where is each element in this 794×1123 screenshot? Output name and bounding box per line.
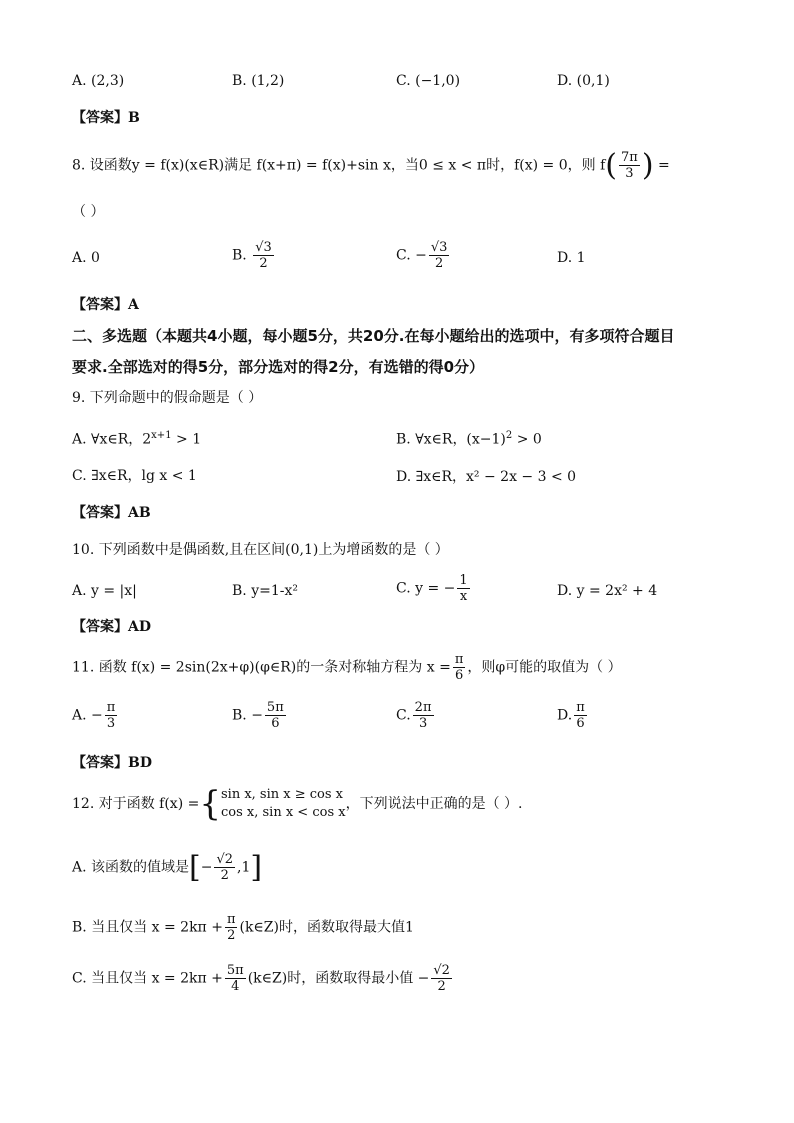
q9-option-a-tail: > 1 bbox=[171, 431, 202, 448]
q11-option-d-den: 6 bbox=[576, 716, 585, 731]
q9-option-d: D. ∃x∈R，x² − 2x − 3 < 0 bbox=[396, 469, 577, 485]
q11-option-d-label: D. bbox=[557, 707, 573, 724]
q12-option-a: A. 该函数的值域是[− $\frac{√2}{2}$ ,1] bbox=[72, 849, 263, 885]
q9-answer: 【答案】AB bbox=[72, 505, 151, 521]
q12-case-1: sin x, sin x ≥ cos x bbox=[221, 787, 343, 802]
q11-option-a-label: A. − bbox=[72, 707, 103, 724]
q7-option-b: B. (1,2) bbox=[232, 73, 285, 89]
q12-option-c-num: 5π bbox=[226, 963, 244, 978]
q12-case-2: cos x, sin x < cos x bbox=[221, 805, 346, 820]
q11-option-a-frac bbox=[105, 700, 118, 731]
q10-answer: 【答案】AD bbox=[72, 619, 152, 635]
q10-option-c-den: x bbox=[459, 589, 468, 604]
q12-option-a-frac bbox=[214, 852, 235, 883]
q10-option-d: D. y = 2x² + 4 bbox=[557, 583, 658, 599]
q11-option-a-den: 3 bbox=[106, 716, 116, 731]
q8-stem-eq: = bbox=[653, 157, 670, 174]
q9-option-b-text: B. ∀x∈R，(x−1) bbox=[396, 431, 506, 448]
q12-cases bbox=[221, 786, 346, 822]
q8-stem-text: 8. 设函数y = f(x)(x∈R)满足 f(x+π) = f(x)+sin x，当0 ≤ x < π时，f(x) = 0，则 f bbox=[72, 157, 606, 174]
q8-option-b-den: 2 bbox=[259, 256, 268, 271]
q8-option-b bbox=[232, 240, 276, 271]
q11-stem-den: 6 bbox=[454, 668, 464, 683]
q12-option-c-den2: 2 bbox=[437, 979, 446, 994]
q11-option-b-label: B. − bbox=[232, 707, 263, 724]
q11-option-c bbox=[396, 700, 436, 731]
q9-option-b-tail: > 0 bbox=[512, 431, 542, 448]
q11-option-d-frac bbox=[574, 700, 587, 731]
q12-option-a-lbracket: [ bbox=[189, 849, 201, 885]
q8-frac-num: 7π bbox=[621, 150, 638, 165]
q12-option-b-den: 2 bbox=[227, 928, 236, 943]
q9-option-b bbox=[396, 426, 542, 450]
q9-option-a-text: A. ∀x∈R，2 bbox=[72, 431, 152, 448]
q7-option-a: A. (2,3) bbox=[72, 73, 125, 89]
q12-option-c bbox=[72, 963, 454, 994]
q12-option-a-label: A. 该函数的值域是 bbox=[72, 859, 190, 876]
q12-stem-text: 12. 对于函数 f(x) = bbox=[72, 796, 200, 812]
q11-option-b-frac bbox=[265, 700, 286, 731]
q12-option-a-tail: ,1 bbox=[237, 859, 251, 876]
q11-stem-num: π bbox=[454, 652, 464, 667]
q12-option-c-num2: √2 bbox=[433, 963, 450, 978]
q8-option-b-frac bbox=[253, 240, 274, 271]
q8-right-paren: ) bbox=[641, 147, 654, 183]
q12-option-a-rbracket: ] bbox=[250, 849, 263, 885]
q8-stem bbox=[72, 147, 670, 183]
q11-stem-frac bbox=[453, 652, 466, 683]
q12-option-c-tail: (k∈Z)时，函数取得最小值 − bbox=[247, 970, 430, 987]
q11-option-a-num: π bbox=[106, 700, 116, 715]
q8-option-c-label: C. − bbox=[396, 247, 427, 264]
q10-option-c-label: C. y = − bbox=[396, 580, 456, 597]
q7-option-c: C. (−1,0) bbox=[396, 73, 461, 89]
q12-option-c-frac2 bbox=[431, 963, 452, 994]
q12-option-b-num: π bbox=[226, 912, 236, 927]
q8-paren: （ ） bbox=[72, 204, 105, 220]
q10-option-c-frac bbox=[457, 573, 469, 604]
q8-left-paren: ( bbox=[605, 147, 617, 183]
q10-option-a: A. y = |x| bbox=[72, 583, 137, 599]
q10-option-b: B. y=1-x² bbox=[232, 583, 298, 599]
q9-option-a-exp: x+1 bbox=[151, 430, 172, 441]
q8-frac-den: 3 bbox=[625, 166, 634, 181]
q8-answer: 【答案】A bbox=[72, 297, 139, 313]
q12-stem bbox=[72, 786, 522, 822]
q8-fraction bbox=[619, 150, 640, 181]
q9-stem: 9. 下列命题中的假命题是（ ） bbox=[72, 390, 263, 406]
q10-option-c-num: 1 bbox=[459, 573, 468, 588]
q9-option-b-exp: 2 bbox=[505, 430, 513, 441]
q11-option-d-num: π bbox=[576, 700, 585, 715]
q12-option-c-den: 4 bbox=[231, 979, 240, 994]
q11-stem-tail: ，则φ可能的取值为（ ） bbox=[467, 659, 622, 676]
q12-brace: { bbox=[199, 784, 221, 824]
q8-option-c-frac bbox=[429, 240, 450, 271]
q8-option-c-num: √3 bbox=[430, 240, 448, 255]
q11-option-b-den: 6 bbox=[271, 716, 280, 731]
q10-stem: 10. 下列函数中是偶函数,且在区间(0,1)上为增函数的是（ ） bbox=[72, 542, 449, 558]
q12-option-c-text: C. 当且仅当 x = 2kπ + bbox=[72, 970, 223, 987]
q12-option-a-den: 2 bbox=[220, 868, 229, 883]
q9-option-c: C. ∃x∈R，lg x < 1 bbox=[72, 468, 197, 484]
q8-option-a: A. 0 bbox=[72, 250, 100, 266]
q12-option-a-num: √2 bbox=[216, 852, 234, 867]
q11-option-d bbox=[557, 700, 589, 731]
q12-option-b-frac bbox=[225, 912, 238, 943]
q11-option-a bbox=[72, 700, 119, 731]
q12-option-b bbox=[72, 912, 414, 943]
q12-option-c-frac bbox=[225, 963, 246, 994]
q7-answer: 【答案】B bbox=[72, 110, 140, 126]
q12-stem-tail: ，下列说法中正确的是（ ）. bbox=[345, 796, 523, 812]
q12-option-b-text: B. 当且仅当 x = 2kπ + bbox=[72, 919, 223, 936]
q11-option-c-num: 2π bbox=[414, 700, 432, 715]
q11-option-b bbox=[232, 700, 288, 731]
q11-stem-text: 11. 函数 f(x) = 2sin(2x+φ)(φ∈R)的一条对称轴方程为 x = bbox=[72, 659, 451, 676]
q11-option-c-label: C. bbox=[396, 707, 411, 724]
section-heading-line1: 二、多选题（本题共4小题，每小题5分，共20分.在每小题给出的选项中，有多项符合题目 bbox=[72, 327, 675, 345]
q8-option-b-label: B. bbox=[232, 247, 247, 264]
q11-answer: 【答案】BD bbox=[72, 755, 152, 771]
q11-option-b-num: 5π bbox=[266, 700, 284, 715]
q9-option-a bbox=[72, 426, 201, 450]
q11-stem bbox=[72, 652, 622, 683]
q10-option-c bbox=[396, 573, 472, 604]
q8-option-b-num: √3 bbox=[255, 240, 272, 255]
q11-option-c-frac bbox=[413, 700, 434, 731]
q7-option-d: D. (0,1) bbox=[557, 73, 610, 89]
q12-option-b-tail: (k∈Z)时，函数取得最大值1 bbox=[239, 919, 414, 936]
q11-option-c-den: 3 bbox=[418, 716, 428, 731]
section-heading-line2: 要求.全部选对的得5分，部分选对的得2分，有选错的得0分） bbox=[72, 358, 485, 376]
q8-option-d: D. 1 bbox=[557, 250, 586, 266]
q8-option-c-den: 2 bbox=[434, 256, 444, 271]
q8-option-c bbox=[396, 240, 451, 271]
